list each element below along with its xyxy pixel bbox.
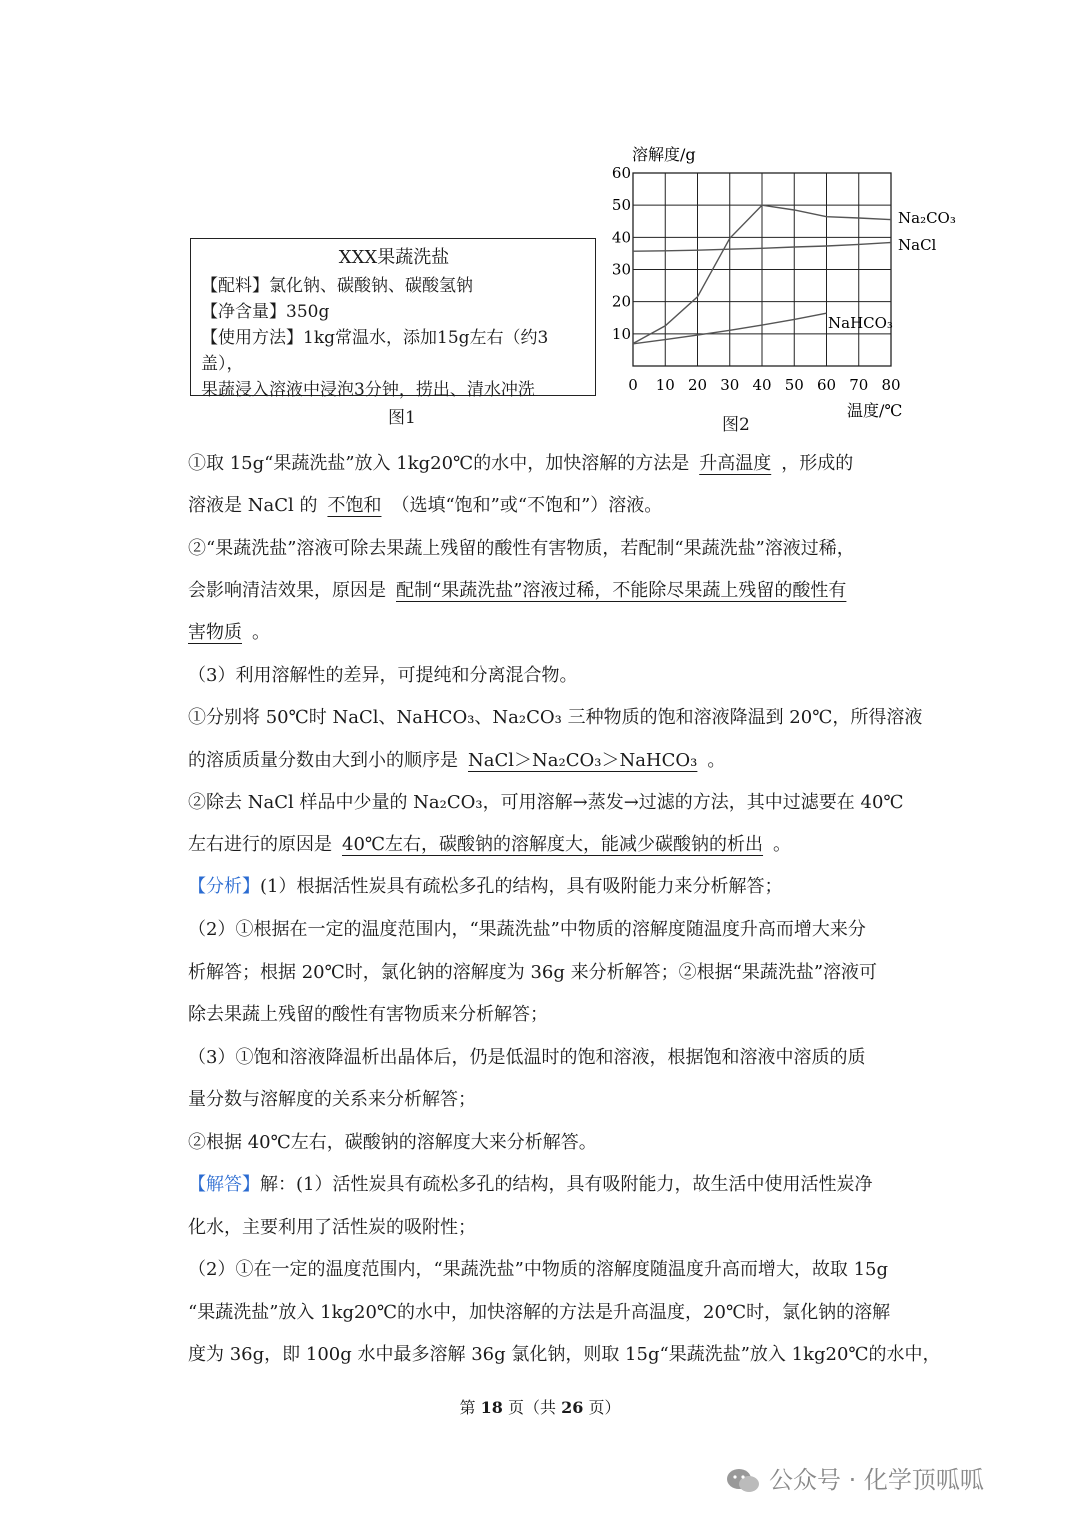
solubility-chart	[600, 138, 970, 428]
paragraph-line: 化水，主要利用了活性炭的吸附性；	[188, 1217, 476, 1238]
watermark-text: 公众号 · 化学顶呱呱	[769, 1466, 984, 1494]
paragraph-line	[188, 866, 928, 908]
y-tick-label: 10	[611, 324, 631, 343]
paragraph-line	[188, 443, 928, 485]
watermark	[725, 1460, 984, 1495]
paragraph-line: （3）①饱和溶液降温析出晶体后，仍是低温时的饱和溶液，根据饱和溶液中溶质的质	[188, 1047, 866, 1068]
x-tick-label: 70	[849, 376, 869, 394]
paragraph-line: （2）①根据在一定的温度范围内，“果蔬洗盐”中物质的溶解度随温度升高而增大来分	[188, 919, 866, 940]
y-tick-label: 50	[611, 196, 631, 215]
y-tick-label: 30	[611, 260, 631, 279]
series-label-na2co3: Na₂CO₃	[898, 209, 956, 227]
page-footer	[0, 1395, 1080, 1418]
paragraph-line	[188, 570, 928, 612]
x-tick-label: 40	[752, 376, 772, 394]
paragraph-line: “果蔬洗盐”放入 1kg20℃的水中，加快溶解的方法是升高温度，20℃时，氯化钠的溶解	[188, 1302, 891, 1323]
text-span: 的溶质质量分数由大到小的顺序是	[188, 750, 458, 771]
x-tick-labels	[628, 376, 900, 394]
y-tick-label: 40	[611, 228, 631, 247]
text-span: 解：(1）活性炭具有疏松多孔的结构，具有吸附能力，故生活中使用活性炭净	[260, 1174, 873, 1195]
page-number: 18	[480, 1398, 503, 1417]
text-span: 左右进行的原因是	[188, 834, 332, 855]
x-axis-label: 温度/℃	[847, 401, 903, 420]
x-tick-label: 20	[687, 376, 708, 394]
paragraph-line: ①分别将 50℃时 NaCl、NaHCO₃、Na₂CO₃ 三种物质的饱和溶液降温到 20℃，所得溶液	[188, 707, 923, 728]
answer-blank: 40℃左右，碳酸钠的溶解度大，能减少碳酸钠的析出	[342, 834, 764, 855]
figure2-caption: 图2	[722, 415, 750, 435]
label-net-content: 【净含量】350g	[201, 302, 330, 322]
figure1-caption: 图1	[388, 408, 416, 428]
x-tick-label: 50	[784, 376, 804, 394]
answer-blank: NaCl＞Na₂CO₃＞NaHCO₃	[468, 750, 698, 771]
paragraph-line: ②“果蔬洗盐”溶液可除去果蔬上残留的酸性有害物质，若配制“果蔬洗盐”溶液过稀，	[188, 538, 855, 559]
answer-tag: 【解答】	[188, 1174, 260, 1195]
answer-blank: 升高温度	[699, 453, 772, 474]
paragraph-line	[188, 1164, 928, 1206]
text-span: ，形成的	[781, 453, 854, 474]
product-label-box	[190, 238, 596, 400]
series-label-nacl: NaCl	[898, 236, 937, 254]
y-tick-label: 20	[611, 292, 631, 311]
paragraph-line	[188, 485, 928, 527]
y-tick-labels	[612, 164, 631, 343]
paragraph-line: ②根据 40℃左右，碳酸钠的溶解度大来分析解答。	[188, 1132, 597, 1153]
text-span: 。	[252, 622, 270, 643]
paragraph-line: （3）利用溶解性的差异，可提纯和分离混合物。	[188, 665, 578, 686]
x-tick-label: 10	[655, 376, 675, 394]
footer-suffix: 页）	[583, 1398, 621, 1417]
paragraph-line	[188, 824, 928, 866]
paragraph-line: （2）①在一定的温度范围内，“果蔬洗盐”中物质的溶解度随温度升高而增大，故取 15g	[188, 1259, 889, 1280]
label-usage-2: 果蔬浸入溶液中浸泡3分钟，捞出、清水冲洗	[201, 380, 535, 400]
paragraph-line: 析解答；根据 20℃时，氯化钠的溶解度为 36g 来分析解答；②根据“果蔬洗盐”溶液可	[188, 962, 878, 983]
x-tick-label: 60	[816, 376, 837, 394]
text-span: （选填“饱和”或“不饱和”）溶液。	[391, 495, 663, 516]
wechat-icon	[725, 1467, 761, 1495]
answer-blank: 不饱和	[327, 495, 382, 516]
x-tick-label: 30	[720, 376, 740, 394]
paragraph-line: ②除去 NaCl 样品中少量的 Na₂CO₃，可用溶解→蒸发→过滤的方法，其中过滤要在 40℃	[188, 792, 904, 813]
x-tick-label: 0	[628, 376, 638, 394]
text-span: 。	[773, 834, 792, 855]
answer-blank: 害物质	[188, 622, 242, 643]
footer-prefix: 第	[459, 1398, 481, 1417]
analysis-tag: 【分析】	[188, 876, 260, 897]
label-ingredients: 【配料】氯化钠、碳酸钠、碳酸氢钠	[201, 276, 473, 296]
text-span: 。	[707, 750, 726, 771]
x-tick-label: 80	[881, 376, 901, 394]
answer-blank: 配制“果蔬洗盐”溶液过稀，不能除尽果蔬上残留的酸性有	[396, 580, 847, 601]
paragraph-line	[188, 740, 928, 782]
page-total: 26	[561, 1398, 584, 1417]
footer-mid: 页（共	[502, 1398, 562, 1417]
paragraph-line	[188, 612, 928, 654]
series-label-nahco3: NaHCO₃	[828, 314, 893, 332]
text-span: (1）根据活性炭具有疏松多孔的结构，具有吸附能力来分析解答；	[260, 876, 783, 897]
paragraph-line: 度为 36g，即 100g 水中最多溶解 36g 氯化钠，则取 15g“果蔬洗盐”放入 1kg20℃的水中，	[188, 1344, 941, 1365]
text-span: 会影响清洁效果，原因是	[188, 580, 386, 601]
paragraph-line: 量分数与溶解度的关系来分析解答；	[188, 1089, 476, 1110]
text-span: 溶液是 NaCl 的	[188, 495, 318, 516]
y-axis-label: 溶解度/g	[632, 145, 696, 164]
paragraph-line: 除去果蔬上残留的酸性有害物质来分析解答；	[188, 1004, 548, 1025]
text-span: ①取 15g“果蔬洗盐”放入 1kg20℃的水中，加快溶解的方法是	[188, 453, 690, 474]
y-tick-label: 60	[611, 164, 631, 182]
label-title: XXX果蔬洗盐	[338, 247, 450, 268]
label-usage-1: 【使用方法】1kg常温水，添加15g左右（约3盖），	[201, 328, 549, 374]
chart-grid	[633, 173, 891, 366]
